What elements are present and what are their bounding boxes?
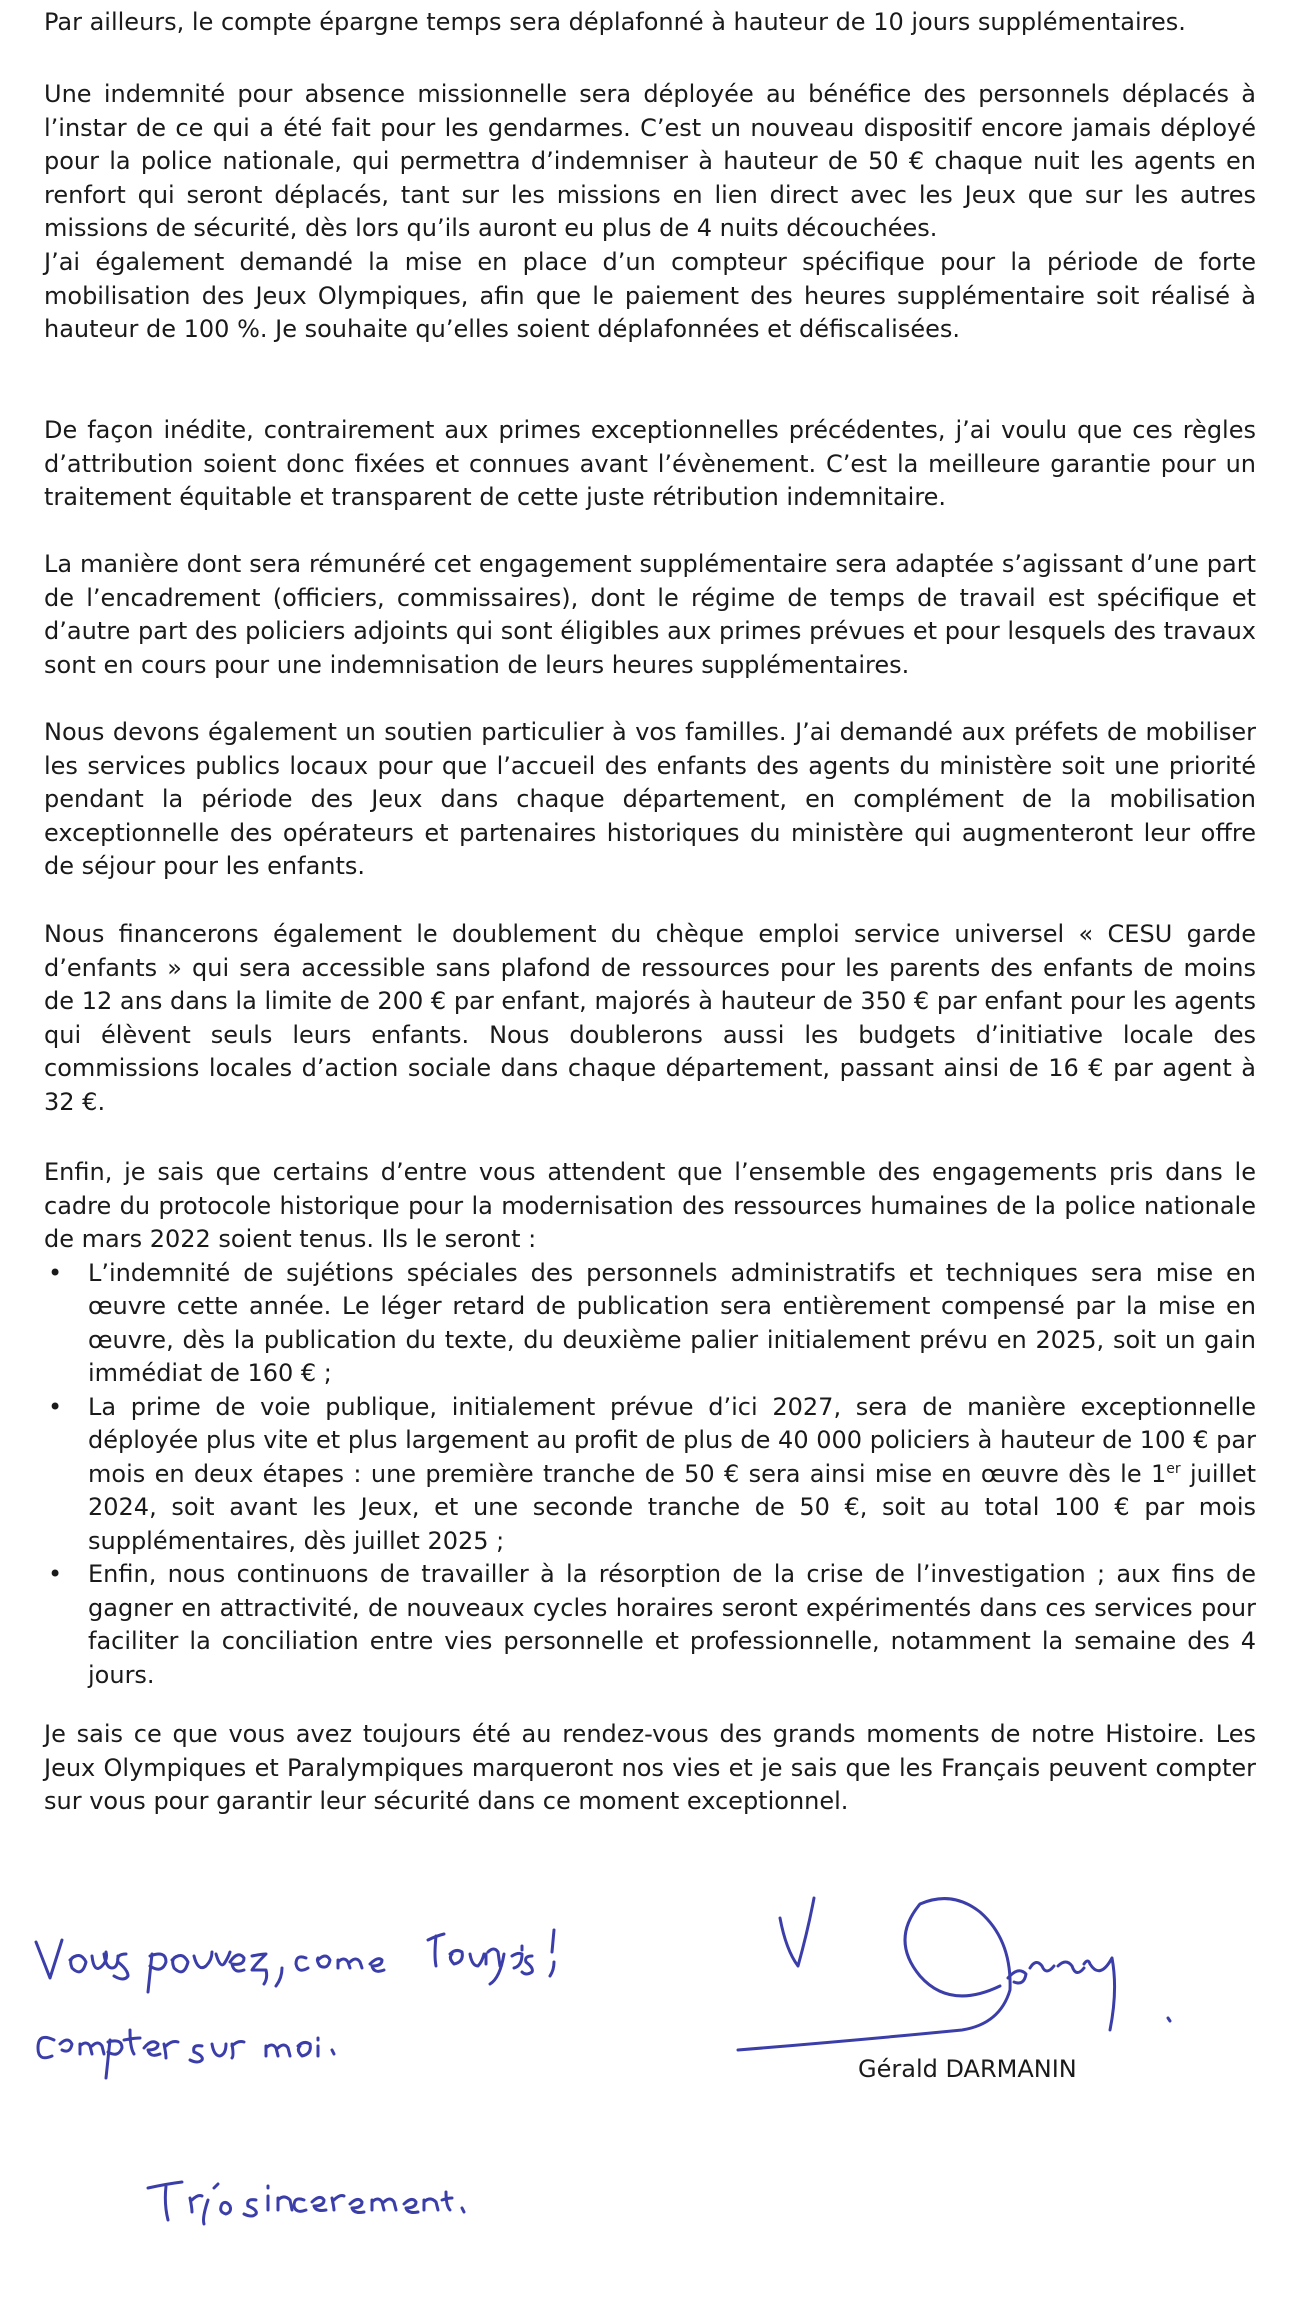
paragraph-text: J’ai également demandé la mise en place d’un compteur spécifique pour la période de forte mobilisation des Jeux Olympiques, afin que le paiement des heures supplémentaire soit réalisé à hauteur de 100 %. Je souhaite qu’elles soient déplafonnées et défiscalisées.	[44, 248, 1256, 343]
paragraph-text: De façon inédite, contrairement aux primes exceptionnelles précédentes, j’ai voulu que ces règles d’attribution soient donc fixées et connues avant l’évènement. C’est la meilleure garantie pour un traitement équitable et transparent de cette juste rétribution indemnitaire.	[44, 416, 1256, 511]
note-line-2-stroke	[38, 2030, 178, 2078]
signature-tail-stroke	[1008, 1958, 1115, 2030]
note-line-1-stroke	[296, 1956, 384, 1971]
note-line-1-stroke	[428, 1930, 554, 1984]
handwritten-note	[36, 1930, 554, 2224]
paragraph-text: La manière dont sera rémunéré cet engagement supplémentaire sera adaptée s’agissant d’une part de l’encadrement (officiers, commissaires), dont le régime de temps de travail est spécifique et d’autre part des policiers adjoints qui sont éligibles aux primes prévues et pour lesquels des travaux sont en cours pour une indemnisation de leurs heures supplémentaires.	[44, 550, 1256, 679]
ordinal-superscript: er	[1166, 1460, 1181, 1477]
list-item-text: Enfin, nous continuons de travailler à la résorption de la crise de l’investigation ; aux fins de gagner en attractivité, de nouveaux cycles horaires seront expérimentés dans ces services pour faciliter la conciliation entre vies personnelle et professionnelle, notamment la semaine des 4 jours.	[88, 1560, 1256, 1689]
bullet-icon: •	[48, 1258, 63, 1287]
signature-initial-stroke	[780, 1898, 814, 1966]
paragraph-text: Nous financerons également le doublement du chèque emploi service universel « CESU garde d’enfants » qui sera accessible sans plafond de ressources pour les parents des enfants de moins de 12 ans dans la limite de 200 € par enfant, majorés à hauteur de 350 € par enfant pour les agents qui élèvent seuls leurs enfants. Nous doublerons aussi les budgets d’initiative locale des commissions locales d’action sociale dans chaque département, passant ainsi de 16 € par agent à 32 €.	[44, 920, 1256, 1116]
note-line-3-stroke	[148, 2182, 464, 2224]
signature-ink	[738, 1898, 1170, 2050]
note-line-2-stroke	[190, 2038, 334, 2062]
paragraph-text: Je sais ce que vous avez toujours été au rendez-vous des grands moments de notre Histoire. Les Jeux Olympiques et Paralympiques marqueront nos vies et je sais que les Français peuvent compter sur vous pour garantir leur sécurité dans ce moment exceptionnel.	[44, 1720, 1256, 1815]
list-item-text: L’indemnité de sujétions spéciales des personnels administratifs et techniques sera mise en œuvre cette année. Le léger retard de publication sera entièrement compensé par la mise en œuvre, dès la publication du texte, du deuxième palier initialement prévu en 2025, soit un gain immédiat de 160 € ;	[88, 1258, 1256, 1387]
paragraph-text: Nous devons également un soutien particulier à vos familles. J’ai demandé aux préfets de mobiliser les services publics locaux pour que l’accueil des enfants des agents du ministère soit une priorité pendant la période des Jeux dans chaque département, en complément de la mobilisation exceptionnelle des opérateurs et partenaires historiques du ministère qui augmenteront leur offre de séjour pour les enfants.	[44, 718, 1256, 880]
list-item-text-continued: juillet 2024, soit avant les Jeux, et une seconde tranche de 50 €, soit au total 100 € par mois supplémentaires, dès juillet 2025 ;	[88, 1459, 1257, 1555]
paragraph-text: Par ailleurs, le compte épargne temps sera déplafonné à hauteur de 10 jours supplémentaires.	[44, 8, 1186, 36]
bullet-icon: •	[48, 1560, 63, 1588]
signatory-name: Gérald DARMANIN	[858, 2055, 1077, 2083]
signature-dot	[1168, 2018, 1170, 2021]
list-item-text: La prime de voie publique, initialement prévue d’ici 2027, sera de manière exceptionnelle déployée plus vite et plus largement au profit de plus de 40 000 policiers à hauteur de 100 € par mois en deux étapes : une première tranche de 50 € sera ainsi mise en œuvre dès le 1	[88, 1392, 1256, 1488]
signature-main-stroke	[738, 1899, 1010, 2050]
paragraph-text: Une indemnité pour absence missionnelle sera déployée au bénéfice des personnels déplacés à l’instar de ce qui a été fait pour les gendarmes. C’est un nouveau dispositif encore jamais déployé pour la police nationale, qui permettra d’indemniser à hauteur de 50 € chaque nuit les agents en renfort qui seront déplacés, tant sur les missions en lien direct avec les Jeux que sur les autres missions de sécurité, dès lors qu’ils auront eu plus de 4 nuits découchées.	[44, 80, 1256, 242]
paragraph-text: Enfin, je sais que certains d’entre vous attendent que l’ensemble des engagements pris dans le cadre du protocole historique pour la modernisation des ressources humaines de la police nationale de mars 2022 soient tenus. Ils le seront :	[44, 1158, 1256, 1253]
bullet-icon: •	[48, 1392, 63, 1421]
note-line-1-stroke	[36, 1940, 282, 1992]
